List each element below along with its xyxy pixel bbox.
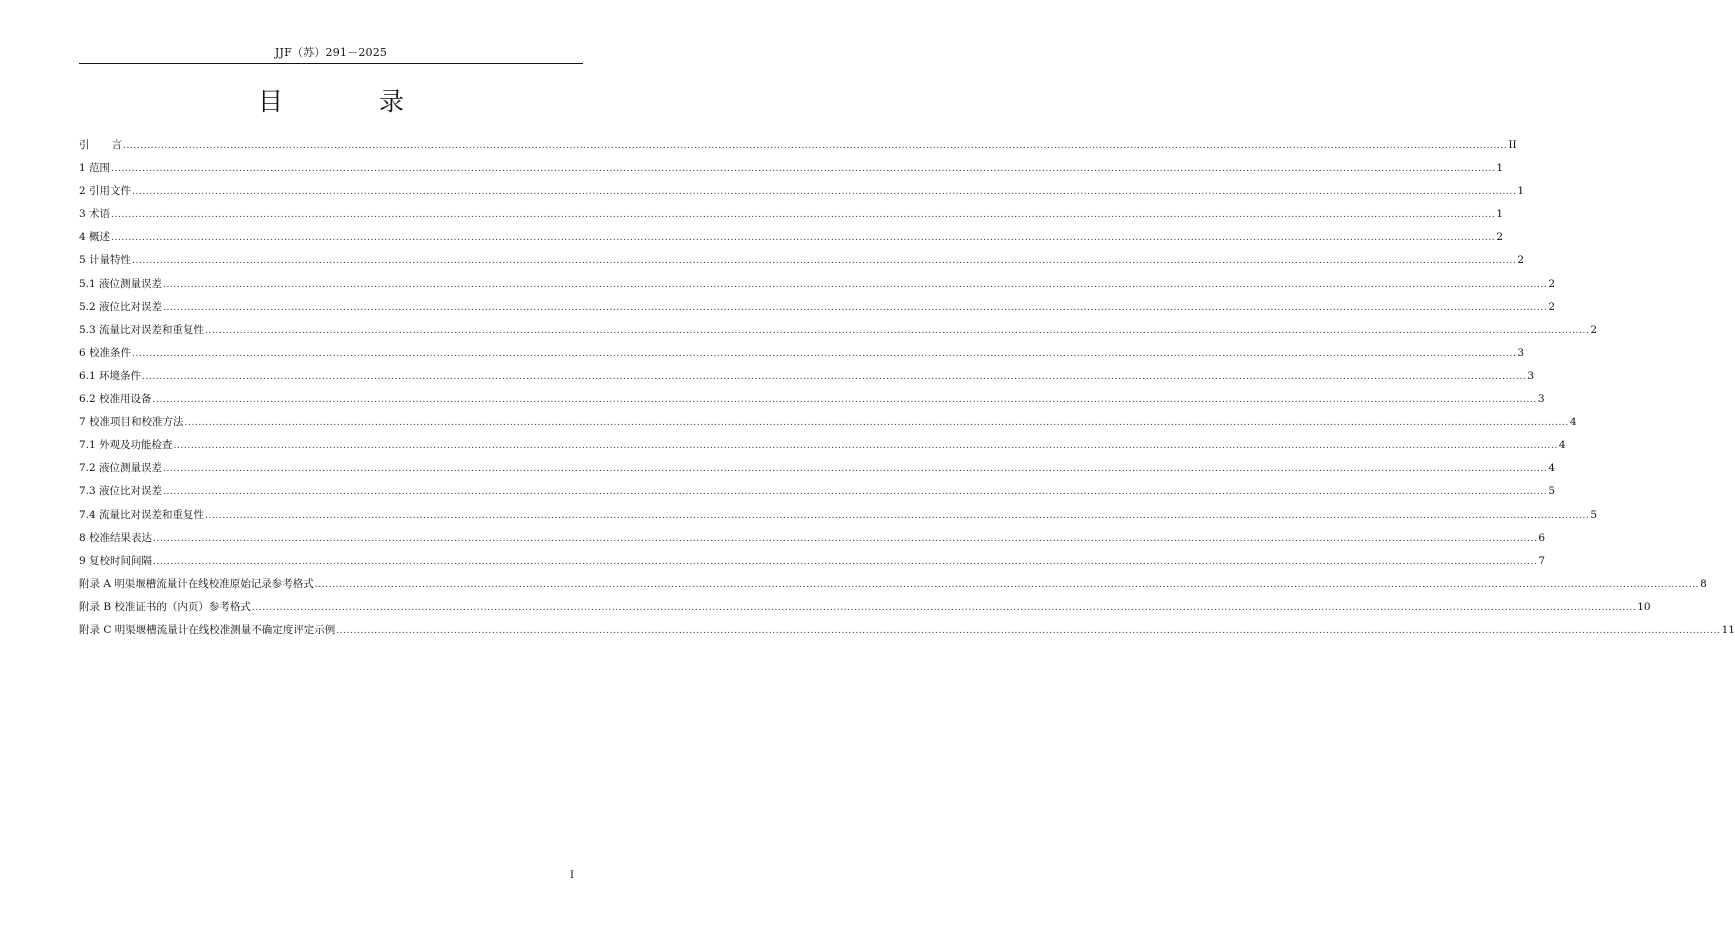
toc-entry[interactable] xyxy=(79,273,1556,296)
toc-entry-page: 2 xyxy=(1548,300,1556,313)
toc-entry-page: 3 xyxy=(1527,369,1535,382)
table-of-contents xyxy=(79,134,1735,642)
toc-leader-dots: ................................................................................................................................................................................................................................................................................................................................................................................................................ xyxy=(153,533,1538,544)
toc-entry-page: 2 xyxy=(1590,323,1598,336)
toc-entry-page: 2 xyxy=(1517,254,1525,267)
toc-entry-label: 4 概述 xyxy=(79,231,111,244)
toc-entry-page: 3 xyxy=(1537,393,1545,406)
toc-leader-dots: ................................................................................................................................................................................................................................................................................................................................................................................................................ xyxy=(132,348,1517,359)
toc-entry-label: 7 校准项目和校准方法 xyxy=(79,416,184,429)
toc-entry[interactable] xyxy=(79,457,1556,480)
toc-entry[interactable] xyxy=(79,342,1525,365)
toc-entry-page: 10 xyxy=(1637,600,1651,613)
toc-entry[interactable] xyxy=(79,619,1735,642)
toc-entry-label: 1 范围 xyxy=(79,162,111,175)
toc-leader-dots: ................................................................................................................................................................................................................................................................................................................................................................................................................ xyxy=(111,233,1496,244)
toc-entry-page: II xyxy=(1508,139,1517,151)
toc-entry[interactable] xyxy=(79,249,1525,272)
toc-entry-label: 6 校准条件 xyxy=(79,346,132,359)
toc-leader-dots: ................................................................................................................................................................................................................................................................................................................................................................................................................ xyxy=(142,371,1527,382)
toc-leader-dots: ................................................................................................................................................................................................................................................................................................................................................................................................................ xyxy=(163,487,1548,498)
toc-leader-dots: ................................................................................................................................................................................................................................................................................................................................................................................................................ xyxy=(123,141,1508,151)
toc-entry[interactable] xyxy=(79,480,1556,503)
page-title: 目 录 xyxy=(258,87,448,116)
toc-entry[interactable] xyxy=(79,596,1651,619)
toc-leader-dots: ................................................................................................................................................................................................................................................................................................................................................................................................................ xyxy=(163,302,1548,313)
toc-entry-page: 11 xyxy=(1721,623,1735,636)
toc-leader-dots: ................................................................................................................................................................................................................................................................................................................................................................................................................ xyxy=(205,325,1590,336)
toc-entry-page: 1 xyxy=(1496,208,1504,221)
toc-entry-page: 3 xyxy=(1517,346,1525,359)
toc-entry-page: 6 xyxy=(1538,531,1546,544)
toc-entry[interactable] xyxy=(79,157,1504,180)
toc-entry-label: 6.2 校准用设备 xyxy=(79,393,152,406)
toc-entry[interactable] xyxy=(79,226,1504,249)
toc-entry[interactable] xyxy=(79,180,1525,203)
toc-entry-page: 5 xyxy=(1590,508,1598,521)
toc-entry-page: 7 xyxy=(1538,554,1546,567)
toc-entry-label: 附录 A 明渠堰槽流量计在线校准原始记录参考格式 xyxy=(79,577,314,590)
toc-entry-page: 1 xyxy=(1517,185,1525,198)
toc-entry-page: 8 xyxy=(1700,577,1707,590)
toc-entry[interactable] xyxy=(79,296,1556,319)
toc-leader-dots: ................................................................................................................................................................................................................................................................................................................................................................................................................ xyxy=(153,556,1538,567)
toc-entry-label: 9 复校时间间隔 xyxy=(79,554,153,567)
toc-entry-label: 附录 C 明渠堰槽流量计在线校准测量不确定度评定示例 xyxy=(79,623,336,636)
toc-entry[interactable] xyxy=(79,388,1545,411)
toc-entry[interactable] xyxy=(79,319,1598,342)
footer-page-number: I xyxy=(570,870,574,881)
toc-leader-dots: ................................................................................................................................................................................................................................................................................................................................................................................................................ xyxy=(163,279,1548,290)
toc-leader-dots: ................................................................................................................................................................................................................................................................................................................................................................................................................ xyxy=(111,164,1496,175)
toc-entry-page: 4 xyxy=(1558,439,1566,452)
toc-entry-label: 8 校准结果表达 xyxy=(79,531,153,544)
toc-entry-label: 3 术语 xyxy=(79,208,111,221)
toc-entry-label: 5.2 液位比对误差 xyxy=(79,300,163,313)
toc-entry-page: 2 xyxy=(1496,231,1504,244)
toc-entry-label: 7.3 液位比对误差 xyxy=(79,485,163,498)
toc-entry[interactable] xyxy=(79,434,1566,457)
running-header: JJF（苏）291－2025 xyxy=(274,46,388,59)
toc-entry-label: 5 计量特性 xyxy=(79,254,132,267)
toc-leader-dots: ................................................................................................................................................................................................................................................................................................................................................................................................................ xyxy=(152,395,1537,406)
toc-entry-label: 附录 B 校准证书的（内页）参考格式 xyxy=(79,600,251,613)
toc-entry-page: 5 xyxy=(1548,485,1556,498)
toc-leader-dots: ................................................................................................................................................................................................................................................................................................................................................................................................................ xyxy=(205,510,1590,521)
toc-leader-dots: ................................................................................................................................................................................................................................................................................................................................................................................................................ xyxy=(111,210,1496,221)
toc-entry-label: 5.3 流量比对误差和重复性 xyxy=(79,323,205,336)
toc-entry[interactable] xyxy=(79,411,1577,434)
toc-leader-dots: ................................................................................................................................................................................................................................................................................................................................................................................................................ xyxy=(132,187,1517,198)
toc-entry-page: 1 xyxy=(1496,162,1504,175)
toc-entry-label: 2 引用文件 xyxy=(79,185,132,198)
toc-entry[interactable] xyxy=(79,573,1707,596)
toc-entry-page: 4 xyxy=(1548,462,1556,475)
toc-leader-dots: ................................................................................................................................................................................................................................................................................................................................................................................................................ xyxy=(184,418,1569,429)
toc-entry-label: 7.2 液位测量误差 xyxy=(79,462,163,475)
toc-entry[interactable] xyxy=(79,527,1546,550)
toc-leader-dots: ................................................................................................................................................................................................................................................................................................................................................................................................................ xyxy=(251,602,1637,613)
toc-entry-label: 7.1 外观及功能检查 xyxy=(79,439,173,452)
toc-entry-label: 7.4 流量比对误差和重复性 xyxy=(79,508,205,521)
toc-leader-dots: ................................................................................................................................................................................................................................................................................................................................................................................................................ xyxy=(173,441,1558,452)
toc-entry[interactable] xyxy=(79,203,1504,226)
toc-leader-dots: ................................................................................................................................................................................................................................................................................................................................................................................................................ xyxy=(314,579,1700,590)
toc-entry-page: 2 xyxy=(1548,277,1556,290)
toc-entry[interactable] xyxy=(79,550,1546,573)
header-rule xyxy=(79,63,583,64)
toc-leader-dots: ................................................................................................................................................................................................................................................................................................................................................................................................................ xyxy=(163,464,1548,475)
toc-entry[interactable] xyxy=(79,134,1517,157)
toc-entry-label: 5.1 液位测量误差 xyxy=(79,277,163,290)
toc-entry-label: 6.1 环境条件 xyxy=(79,369,142,382)
toc-leader-dots: ................................................................................................................................................................................................................................................................................................................................................................................................................ xyxy=(336,625,1721,636)
toc-entry-label: 引言 xyxy=(79,139,122,151)
toc-leader-dots: ................................................................................................................................................................................................................................................................................................................................................................................................................ xyxy=(132,256,1517,267)
toc-entry[interactable] xyxy=(79,365,1535,388)
toc-entry-page: 4 xyxy=(1569,416,1577,429)
toc-entry[interactable] xyxy=(79,504,1598,527)
